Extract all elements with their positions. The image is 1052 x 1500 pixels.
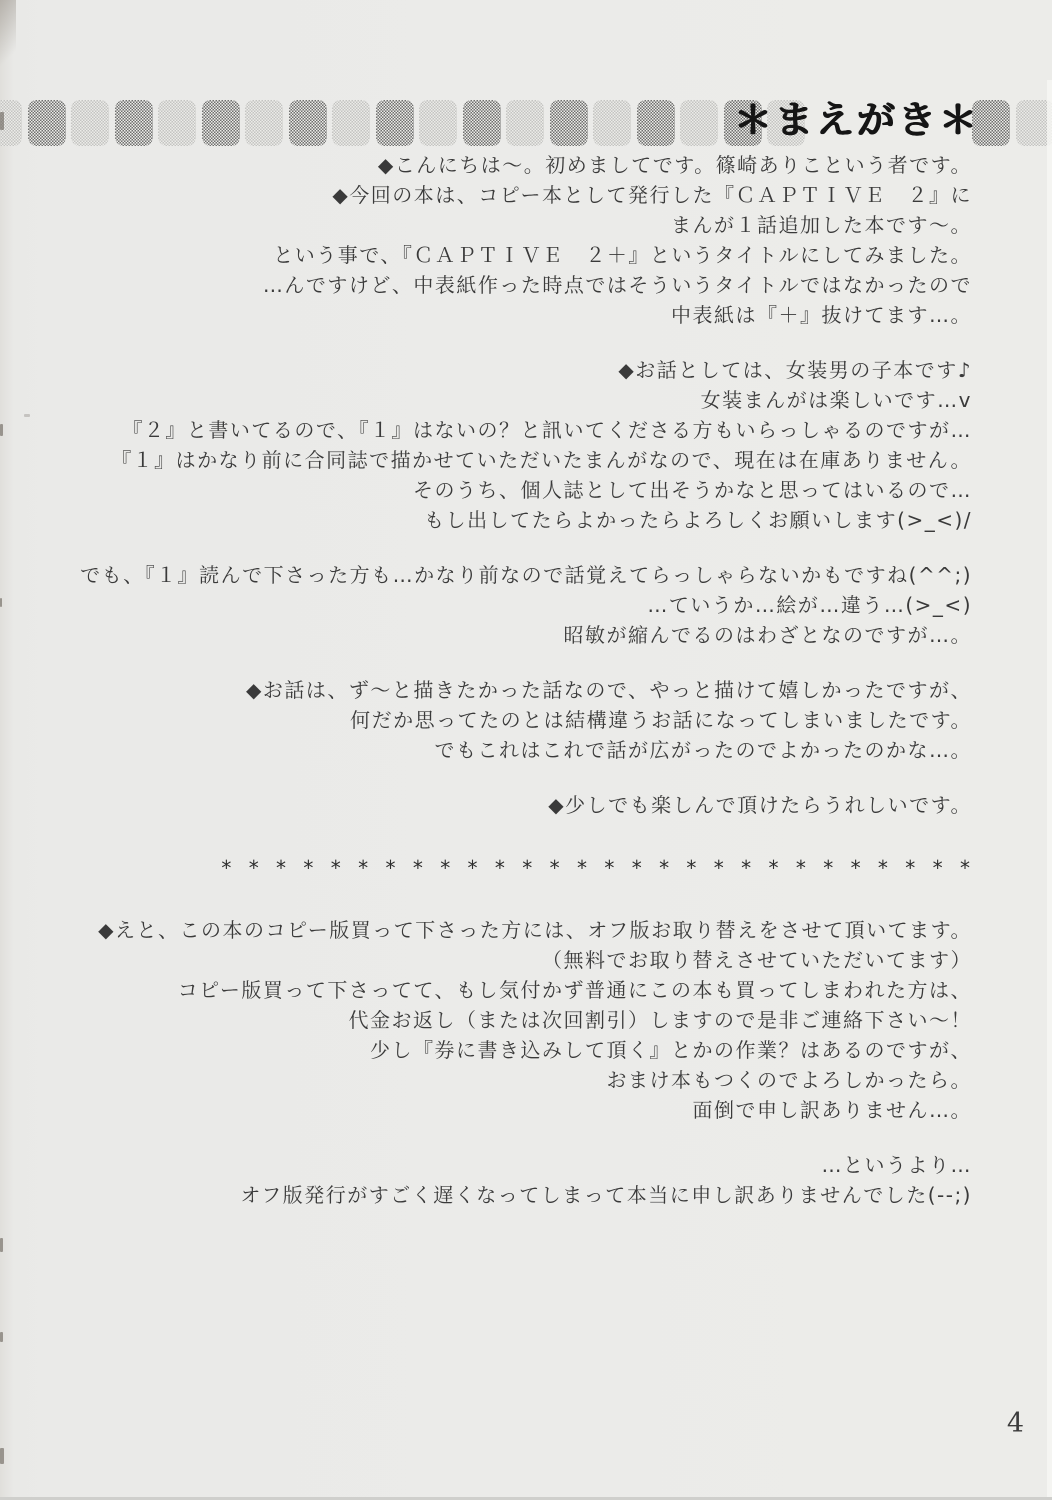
scan-speck <box>0 1332 3 1342</box>
foreword-text <box>20 150 972 1235</box>
scan-edge-highlight <box>1047 80 1052 1500</box>
text-line: でもこれはこれで話が広がったのでよかったのかな…。 <box>434 738 972 762</box>
paragraph-prequel-note <box>20 560 972 650</box>
text-line: もし出してたらよかったらよろしくお願いします(>_<)/ <box>424 508 972 532</box>
band-square <box>115 100 153 146</box>
band-square <box>28 100 66 146</box>
text-line: ◆今回の本は、コピー本として発行した『ＣＡＰＴＩＶＥ ２』に <box>332 183 972 207</box>
band-square <box>202 100 240 146</box>
page-number: 4 <box>1006 1408 1024 1439</box>
band-square <box>637 100 675 146</box>
text-line: 中表紙は『＋』抜けてます…。 <box>671 303 972 327</box>
text-line: 『１』はかなり前に合同誌で描かせていただいたまんがなので、現在は在庫ありません。 <box>111 448 972 472</box>
paragraph-copy-exchange <box>20 915 972 1125</box>
band-square <box>289 100 327 146</box>
paragraph-greeting <box>20 150 972 330</box>
text-line: ◆えと、この本のコピー版買って下さった方には、オフ版お取り替えをさせて頂いてます。 <box>98 918 972 942</box>
text-line: …というより… <box>821 1153 972 1177</box>
band-square <box>680 100 718 146</box>
text-line: コピー版買って下さってて、もし気付かず普通にこの本も買ってしまわれた方は、 <box>177 978 972 1002</box>
text-line: ◆お話としては、女装男の子本です♪ <box>618 358 972 382</box>
text-line: 少し『券に書き込みして頂く』とかの作業？はあるのですが、 <box>370 1038 972 1062</box>
scan-speck <box>0 424 3 436</box>
text-line: ◆こんにちは～。初めましてです。篠崎ありこという者です。 <box>377 153 972 177</box>
scan-speck <box>0 112 4 130</box>
text-line: 『２』と書いてるので、『１』はないの？と訊いてくださる方もいらっしゃるのですが… <box>122 418 972 442</box>
text-line: まんが１話追加した本です～。 <box>671 213 972 237</box>
band-square <box>245 100 283 146</box>
band-square <box>419 100 457 146</box>
band-square <box>463 100 501 146</box>
text-line: ◆お話は、ず～と描きたかった話なので、やっと描けて嬉しかったですが、 <box>246 678 972 702</box>
band-square <box>550 100 588 146</box>
text-line: おまけ本もつくのでよろしかったら。 <box>606 1068 972 1092</box>
page-title: ＊まえがき＊ <box>733 98 980 142</box>
text-line: でも、『１』読んで下さった方も…かなり前なので話覚えてらっしゃらないかもですね(^^;) <box>80 563 972 587</box>
band-square <box>593 100 631 146</box>
text-line: 昭敏が縮んでるのはわざとなのですが…。 <box>563 623 972 647</box>
scan-speck <box>0 1238 3 1252</box>
scan-speck <box>0 1448 4 1464</box>
text-line: そのうち、個人誌として出そうかなと思ってはいるので… <box>413 478 972 502</box>
text-line: 面倒で申し訳ありません…。 <box>692 1098 972 1122</box>
asterisk-separator: * * * * * * * * * * * * * * * * * * * * * * * * * * * * <box>221 856 972 880</box>
paragraph-apology <box>20 1150 972 1210</box>
band-square <box>376 100 414 146</box>
text-line: 何だか思ってたのとは結構違うお話になってしまいましたです。 <box>350 708 972 732</box>
band-square <box>158 100 196 146</box>
text-line: という事で、『ＣＡＰＴＩＶＥ ２＋』というタイトルにしてみました。 <box>273 243 972 267</box>
paragraph-enjoy <box>20 790 972 820</box>
text-line: …んですけど、中表紙作った時点ではそういうタイトルではなかったので <box>262 273 972 297</box>
scan-corner-shadow <box>0 0 16 80</box>
text-line: …ていうか…絵が…違う…(>_<) <box>647 593 972 617</box>
band-square <box>71 100 109 146</box>
text-line: ◆少しでも楽しんで頂けたらうれしいです。 <box>548 793 972 817</box>
text-line: 代金お返し（または次回割引）しますので是非ご連絡下さい～！ <box>348 1008 972 1032</box>
text-line: （無料でお取り替えさせていただいてます） <box>542 948 972 972</box>
paragraph-story-intro <box>20 355 972 535</box>
text-line: 女装まんがは楽しいです…v <box>700 388 972 412</box>
band-square <box>506 100 544 146</box>
scan-speck <box>24 414 30 417</box>
scan-speck <box>0 598 2 607</box>
band-square <box>332 100 370 146</box>
paragraph-story-feelings <box>20 675 972 765</box>
text-line: オフ版発行がすごく遅くなってしまって本当に申し訳ありませんでした(--;) <box>240 1183 972 1207</box>
